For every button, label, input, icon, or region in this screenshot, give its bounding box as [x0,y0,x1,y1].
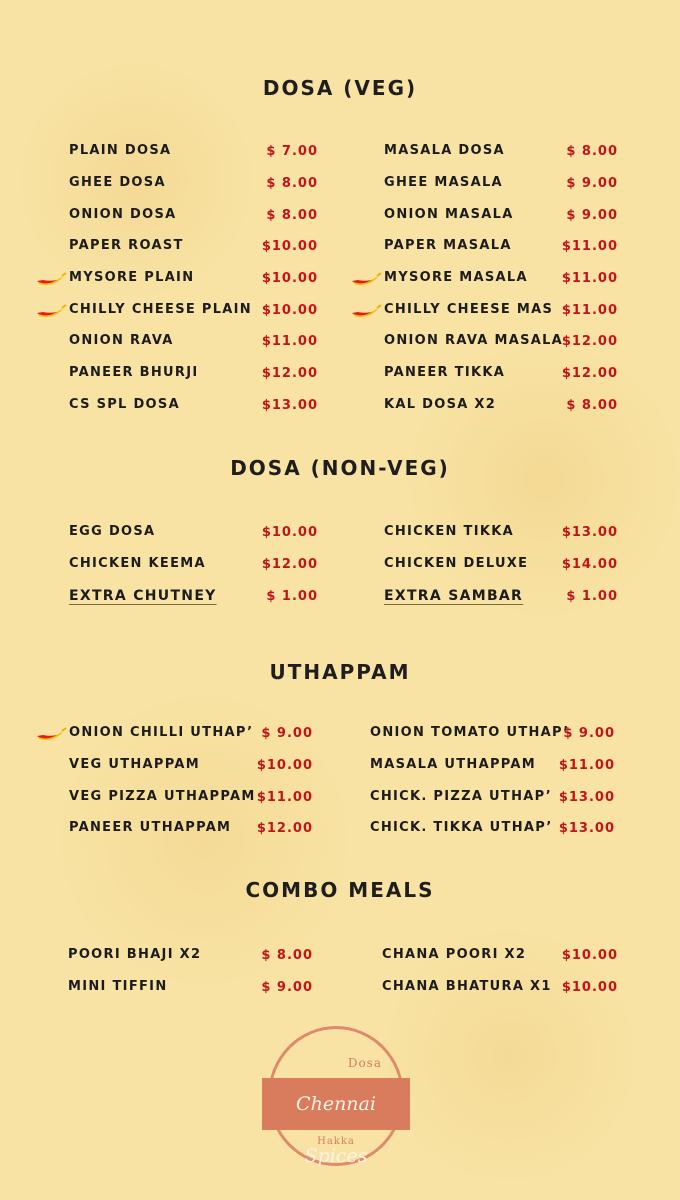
menu-item [370,787,615,807]
menu-item [69,141,318,161]
item-name: ONION CHILLI UTHAP’ [69,725,254,740]
item-name: CHANA BHATURA X1 [382,979,552,994]
item-price: $12.00 [561,334,618,349]
item-price: $13.00 [558,790,615,805]
menu-item [370,723,615,743]
item-name: CHICK. PIZZA UTHAP’ [370,789,553,804]
item-price: $ 8.00 [566,144,618,159]
item-price: $13.00 [561,525,618,540]
item-price: $ 8.00 [266,208,318,223]
item-name: CHILLY CHEESE MAS [384,302,554,317]
item-name: PANEER TIKKA [384,365,506,380]
item-price: $10.00 [256,758,313,773]
item-name: MINI TIFFIN [68,979,168,994]
item-name: ONION DOSA [69,207,177,222]
item-price: $10.00 [261,525,318,540]
item-price: $ 8.00 [261,948,313,963]
item-price: $ 9.00 [261,726,313,741]
menu-item [68,977,313,997]
menu-item [69,522,318,542]
item-price: $10.00 [261,303,318,318]
menu-item [69,173,318,193]
item-name: PAPER MASALA [384,238,512,253]
menu-item [382,977,618,997]
chili-icon [35,303,67,319]
menu-item [69,236,318,256]
item-name: MASALA UTHAPPAM [370,757,537,772]
logo-bottom-text: Hakka [317,1136,355,1147]
item-name: ONION MASALA [384,207,514,222]
chili-icon [350,303,382,319]
item-price: $ 8.00 [566,398,618,413]
menu-item [384,236,618,256]
menu-item [69,395,318,415]
item-name: MASALA DOSA [384,143,505,158]
restaurant-logo [262,1022,410,1174]
menu-item [69,268,318,288]
item-name: ONION TOMATO UTHAP’ [370,725,570,740]
item-name: EGG DOSA [69,524,156,539]
section-title-uthappam: UTHAPPAM [269,660,411,684]
item-name: CHANA POORI X2 [382,947,527,962]
item-name: PANEER BHURJI [69,365,199,380]
item-price: $11.00 [561,239,618,254]
item-price: $10.00 [561,980,618,995]
item-price: $ 1.00 [266,589,318,604]
item-price: $11.00 [561,271,618,286]
menu-item [384,586,618,606]
logo-top-text: Dosa [347,1056,382,1070]
menu-item [384,141,618,161]
menu-item [370,755,615,775]
menu-item [69,331,318,351]
menu-item [69,755,313,775]
item-name: ONION RAVA [69,333,174,348]
item-name: CHICKEN KEEMA [69,556,206,571]
item-name: PAPER ROAST [69,238,184,253]
menu-item [69,787,313,807]
item-price: $13.00 [558,821,615,836]
menu-item [384,522,618,542]
item-price: $ 9.00 [563,726,615,741]
menu-item [384,268,618,288]
menu-item [384,554,618,574]
section-title-dosa-nonveg: DOSA (NON-VEG) [230,456,450,480]
item-name: PANEER UTHAPPAM [69,820,232,835]
item-price: $10.00 [261,239,318,254]
item-name: CHICK. TIKKA UTHAP’ [370,820,553,835]
item-name: CHILLY CHEESE PLAIN [69,302,252,317]
item-name: CHICKEN TIKKA [384,524,514,539]
item-name: GHEE MASALA [384,175,503,190]
menu-item [384,331,618,351]
menu-item [69,554,318,574]
item-price: $11.00 [256,790,313,805]
menu-item [384,173,618,193]
menu-item [370,818,615,838]
item-price: $ 9.00 [566,208,618,223]
item-price: $12.00 [256,821,313,836]
item-name: VEG UTHAPPAM [69,757,200,772]
item-price: $12.00 [261,557,318,572]
chili-icon [35,726,67,742]
chili-icon [350,271,382,287]
menu-item [69,818,313,838]
item-price: $ 1.00 [566,589,618,604]
item-price: $ 8.00 [266,176,318,191]
menu-item [69,586,318,606]
menu-item [384,300,618,320]
item-price: $11.00 [261,334,318,349]
item-price: $ 7.00 [266,144,318,159]
item-name: CS SPL DOSA [69,397,180,412]
item-name: PLAIN DOSA [69,143,172,158]
menu-item [384,205,618,225]
item-price: $12.00 [261,366,318,381]
item-name: ONION RAVA MASALA [384,333,564,348]
menu-item [69,363,318,383]
item-name: CHICKEN DELUXE [384,556,529,571]
menu-item [69,300,318,320]
section-title-combo-meals: COMBO MEALS [245,878,435,902]
section-title-dosa-veg: DOSA (VEG) [262,76,418,100]
item-name: VEG PIZZA UTHAPPAM [69,789,256,804]
item-name: MYSORE PLAIN [69,270,195,285]
menu-item [69,723,313,743]
item-price: $11.00 [558,758,615,773]
item-price: $12.00 [561,366,618,381]
item-name: POORI BHAJI X2 [68,947,202,962]
menu-item [384,395,618,415]
item-name: GHEE DOSA [69,175,166,190]
item-price: $14.00 [561,557,618,572]
item-price: $11.00 [561,303,618,318]
menu-item [382,945,618,965]
item-name: KAL DOSA X2 [384,397,497,412]
menu-item [384,363,618,383]
logo-main-text: Chennai Spices [296,1093,376,1167]
item-price: $ 9.00 [261,980,313,995]
chili-icon [35,271,67,287]
item-name: MYSORE MASALA [384,270,528,285]
item-price: $10.00 [261,271,318,286]
item-name: EXTRA CHUTNEY [69,588,217,604]
menu-item [69,205,318,225]
menu-item [68,945,313,965]
item-name: EXTRA SAMBAR [384,588,524,604]
item-price: $10.00 [561,948,618,963]
item-price: $13.00 [261,398,318,413]
item-price: $ 9.00 [566,176,618,191]
